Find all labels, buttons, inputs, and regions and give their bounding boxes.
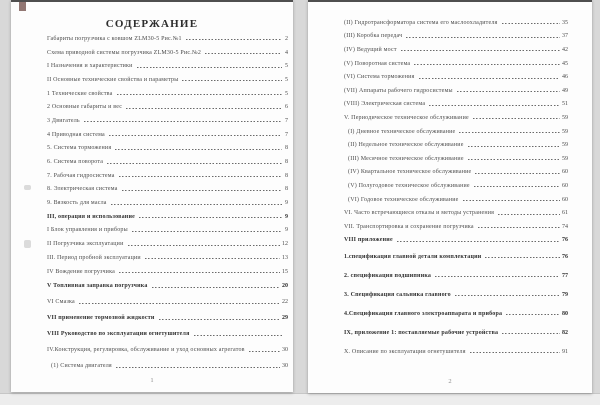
- dotted-leader: [473, 118, 560, 119]
- toc-entry: [47, 59, 288, 73]
- toc-entry-page-number: 22: [282, 299, 288, 306]
- toc-entry-label: (IV) Ведущий мост: [344, 46, 397, 53]
- toc-entry: [47, 294, 288, 310]
- dotted-leader: [116, 367, 280, 368]
- dotted-leader: [455, 295, 560, 296]
- dotted-leader: [459, 132, 560, 133]
- toc-entry: [47, 46, 288, 60]
- dotted-leader: [435, 276, 560, 277]
- toc-entry-page-number: 5: [285, 63, 288, 70]
- toc-entry-page-number: 13: [282, 254, 288, 261]
- toc-entry-label: (IV) Квартальное техническое обслуживание: [348, 169, 472, 176]
- toc-entry: [47, 73, 288, 87]
- toc-entry-page-number: 5: [285, 90, 288, 97]
- toc-entry-page-number: 4: [285, 49, 288, 56]
- dotted-leader: [468, 146, 560, 147]
- dotted-leader: [397, 241, 560, 242]
- toc-entry-label: 7. Рабочая гидросистема: [47, 172, 115, 179]
- toc-entry-label: VIII приложение: [344, 237, 393, 244]
- toc-entry-page-number: 59: [562, 155, 568, 162]
- dotted-leader: [137, 67, 282, 68]
- dotted-leader: [468, 159, 560, 160]
- toc-entry-label: 9. Вязкость для масла: [47, 200, 107, 207]
- dotted-leader: [249, 351, 280, 352]
- toc-title: СОДЕРЖАНИЕ: [105, 18, 199, 30]
- dotted-leader: [117, 94, 283, 95]
- toc-entry-label: 6. Система поворота: [47, 159, 104, 166]
- toc-entry-page-number: 79: [562, 291, 568, 298]
- toc-entry-label: VIII Руководство по эксплуатации огнетушителя: [47, 331, 190, 338]
- toc-entry-label: I Назначения и характеристики: [47, 63, 133, 70]
- dotted-leader: [109, 135, 282, 136]
- toc-entry: [344, 234, 568, 248]
- toc-entry: [344, 247, 568, 266]
- dotted-leader: [414, 64, 560, 65]
- dotted-leader: [111, 204, 282, 205]
- dotted-leader: [139, 217, 282, 218]
- toc-entry: [344, 220, 568, 234]
- toc-entry-label: VI. Часто встречающиеся отказы и методы устранения: [344, 210, 495, 217]
- toc-entry: [47, 87, 288, 101]
- toc-entry-label: VII применение тормозной жидкости: [47, 315, 155, 322]
- toc-entry: [47, 196, 288, 210]
- dotted-leader: [498, 214, 560, 215]
- toc-entry: [47, 278, 288, 294]
- dotted-leader: [132, 231, 282, 232]
- toc-entry-label: V Топливная заправка погрузчика: [47, 283, 148, 290]
- toc-entry-label: (VIII) Электрическая система: [344, 101, 426, 108]
- toc-entry-page-number: 12: [282, 241, 288, 248]
- toc-entry-page-number: 80: [562, 310, 568, 317]
- toc-entry-page-number: 6: [285, 104, 288, 111]
- toc-entry-page-number: 60: [562, 182, 568, 189]
- toc-entry: [344, 206, 568, 220]
- toc-entry-label: 8. Электрическая система: [47, 186, 118, 193]
- toc-entry: [344, 323, 568, 342]
- toc-entry: [344, 30, 568, 44]
- toc-entry: [47, 142, 288, 156]
- toc-entry: [47, 155, 288, 169]
- toc-entry: [344, 152, 568, 166]
- dotted-leader: [145, 258, 280, 259]
- toc-entry: [344, 84, 568, 98]
- toc-entry-page-number: 82: [562, 329, 568, 336]
- toc-entry-page-number: 91: [562, 348, 568, 355]
- background-bottom-strip: [0, 393, 600, 405]
- toc-entry-label: (V) Полугодовое техническое обслуживание: [348, 182, 470, 189]
- toc-entry-label: 4 Приводная система: [47, 131, 105, 138]
- toc-entry-page-number: 76: [562, 237, 568, 244]
- toc-entry: [344, 179, 568, 193]
- dotted-leader: [119, 272, 280, 273]
- dotted-leader: [401, 50, 560, 51]
- toc-page-2: [308, 0, 592, 393]
- toc-entry-label: X. Описание по эксплуатации огнетушителя: [344, 348, 466, 355]
- dotted-leader: [107, 163, 282, 164]
- dotted-leader: [506, 314, 560, 315]
- toc-entry: [47, 169, 288, 183]
- toc-entry: [344, 285, 568, 304]
- toc-entry-label: 2 Основные габариты и вес: [47, 104, 123, 111]
- dotted-leader: [126, 108, 282, 109]
- toc-list-page-1: [47, 32, 288, 374]
- toc-entry: [47, 224, 288, 238]
- toc-entry-page-number: 60: [562, 169, 568, 176]
- toc-entry-label: VII. Транспортировка и сохранение погрузчика: [344, 223, 474, 230]
- toc-entry-page-number: 74: [562, 223, 568, 230]
- dotted-leader: [485, 257, 560, 258]
- toc-entry: [47, 128, 288, 142]
- toc-entry: [47, 265, 288, 279]
- scan-smudge: [24, 185, 31, 190]
- toc-entry: [344, 138, 568, 152]
- toc-entry-page-number: 30: [282, 347, 288, 354]
- dotted-leader: [182, 80, 282, 81]
- toc-entry: [344, 193, 568, 207]
- dotted-leader: [84, 121, 282, 122]
- toc-entry-label: II Основные технические свойства и параметры: [47, 76, 179, 83]
- dotted-leader: [186, 39, 282, 40]
- toc-entry-page-number: 8: [285, 159, 288, 166]
- toc-entry-label: IV Вождение погрузчика: [47, 268, 115, 275]
- toc-entry-label: 4.Спецификация главного электроаппарата и прибора: [344, 310, 503, 317]
- toc-entry: [47, 32, 288, 46]
- toc-entry-page-number: 61: [562, 210, 568, 217]
- toc-entry: [344, 70, 568, 84]
- toc-entry: [47, 326, 288, 342]
- dotted-leader: [463, 200, 560, 201]
- toc-entry-page-number: 30: [282, 363, 288, 370]
- toc-entry-page-number: 77: [562, 272, 568, 279]
- toc-entry-page-number: 9: [285, 213, 288, 220]
- toc-entry-page-number: 59: [562, 128, 568, 135]
- toc-entry-page-number: 7: [285, 131, 288, 138]
- toc-entry-page-number: 45: [562, 60, 568, 67]
- toc-entry-label: I Блок управления и приборы: [47, 227, 128, 234]
- toc-entry-page-number: 59: [562, 142, 568, 149]
- toc-entry-label: (V) Поворотная система: [344, 60, 411, 67]
- toc-entry-label: VI Смазка: [47, 299, 75, 306]
- dotted-leader: [457, 91, 560, 92]
- dotted-leader: [205, 53, 282, 54]
- toc-entry-page-number: 35: [562, 19, 568, 26]
- toc-entry-page-number: 76: [562, 253, 568, 260]
- toc-entry: [344, 16, 568, 30]
- dotted-leader: [470, 352, 560, 353]
- toc-entry: [47, 210, 288, 224]
- toc-entry-label: II Погрузчика эксплуатации: [47, 241, 124, 248]
- toc-entry-label: Схема приводной системы погрузчика ZLM30-5 Рис.№2: [47, 49, 202, 56]
- toc-entry: [47, 251, 288, 265]
- toc-entry: [47, 114, 288, 128]
- toc-entry: [344, 266, 568, 285]
- toc-entry: [47, 358, 288, 374]
- toc-entry-page-number: 8: [285, 172, 288, 179]
- toc-entry: [47, 310, 288, 326]
- dotted-leader: [429, 105, 560, 106]
- toc-entry-page-number: 9: [285, 200, 288, 207]
- dotted-leader: [119, 176, 282, 177]
- toc-entry-label: V. Периодическое техническое обслуживание: [344, 114, 469, 121]
- toc-entry: [47, 100, 288, 114]
- toc-entry: [344, 166, 568, 180]
- toc-entry-page-number: 49: [562, 87, 568, 94]
- toc-entry-page-number: 42: [562, 46, 568, 53]
- dotted-leader: [115, 149, 282, 150]
- toc-entry-label: IX, приложение 1: поставляемые рабочие устройства: [344, 329, 499, 336]
- toc-entry-label: (VI) Система торможения: [344, 74, 415, 81]
- dotted-leader: [128, 245, 280, 246]
- toc-entry: [344, 98, 568, 112]
- toc-entry-page-number: 37: [562, 33, 568, 40]
- toc-entry-label: (VII) Аппараты рабочего гидросистемы: [344, 87, 453, 94]
- dotted-leader: [152, 287, 280, 288]
- toc-entry-label: III, операция и использование: [47, 213, 135, 220]
- toc-entry-page-number: 8: [285, 186, 288, 193]
- dotted-leader: [502, 333, 560, 334]
- toc-page-1: [11, 0, 293, 392]
- toc-entry-label: (VI) Годовое техническое обслуживание: [348, 196, 459, 203]
- page-number-footer-2: 2: [448, 378, 452, 385]
- dotted-leader: [502, 23, 561, 24]
- toc-entry-label: (III) Месячное техническое обслуживание: [348, 155, 464, 162]
- toc-entry: [47, 183, 288, 197]
- scan-corner-artifact: [19, 2, 26, 11]
- toc-entry-page-number: 5: [285, 76, 288, 83]
- toc-entry-label: III. Период пробной эксплуатации: [47, 254, 141, 261]
- toc-entry-label: IV.Конструкция, регулировка, обслуживание и уход основных агрегатов: [47, 347, 245, 354]
- toc-entry-page-number: 2: [285, 35, 288, 42]
- toc-entry-page-number: 60: [562, 196, 568, 203]
- toc-entry-label: 5. Система торможения: [47, 145, 112, 152]
- toc-entry: [344, 57, 568, 71]
- toc-entry-page-number: 9: [285, 227, 288, 234]
- toc-entry-label: (II) Гидротрансформатора система его маслоохладителя: [344, 19, 498, 26]
- toc-list-page-2: [344, 16, 568, 361]
- toc-entry-label: 3. Спецификация сальника главного: [344, 291, 451, 298]
- toc-entry-page-number: 20: [282, 283, 288, 290]
- toc-entry-label: 2. спецификация подшипника: [344, 272, 432, 279]
- toc-entry: [344, 111, 568, 125]
- dotted-leader: [474, 186, 560, 187]
- toc-entry: [344, 43, 568, 57]
- scan-smudge: [24, 240, 31, 248]
- toc-entry-page-number: 59: [562, 114, 568, 121]
- dotted-leader: [159, 319, 280, 320]
- toc-entry-label: (I) Дневное техническое обслуживание: [348, 128, 456, 135]
- toc-entry-label: (II) Недельное техническое обслуживание: [348, 142, 464, 149]
- toc-entry-page-number: 15: [282, 268, 288, 275]
- dotted-leader: [419, 78, 560, 79]
- page-number-footer-1: 1: [150, 377, 154, 384]
- toc-entry-label: (1) Система двигателя: [51, 363, 112, 370]
- toc-entry: [47, 342, 288, 358]
- toc-entry-label: (III) Коробка передач: [344, 33, 403, 40]
- dotted-leader: [475, 173, 560, 174]
- dotted-leader: [478, 227, 560, 228]
- toc-entry: [344, 342, 568, 361]
- dotted-leader: [79, 303, 280, 304]
- toc-entry-page-number: 51: [562, 101, 568, 108]
- toc-entry-label: 3 Двигатель: [47, 117, 80, 124]
- dotted-leader: [406, 37, 560, 38]
- toc-entry-page-number: 29: [282, 315, 288, 322]
- toc-entry: [344, 125, 568, 139]
- toc-entry: [47, 237, 288, 251]
- dotted-leader: [122, 190, 282, 191]
- toc-entry-page-number: 46: [562, 74, 568, 81]
- toc-entry-label: 1.спецификация главной детали комплектации: [344, 253, 482, 260]
- toc-entry: [344, 304, 568, 323]
- toc-entry-page-number: 7: [285, 117, 288, 124]
- toc-entry-label: 1 Технические свойства: [47, 90, 113, 97]
- toc-entry-page-number: 8: [285, 145, 288, 152]
- toc-entry-label: Габариты погрузчика с ковшом ZLM30-5 Рис.№1: [47, 35, 182, 42]
- dotted-leader: [194, 335, 282, 336]
